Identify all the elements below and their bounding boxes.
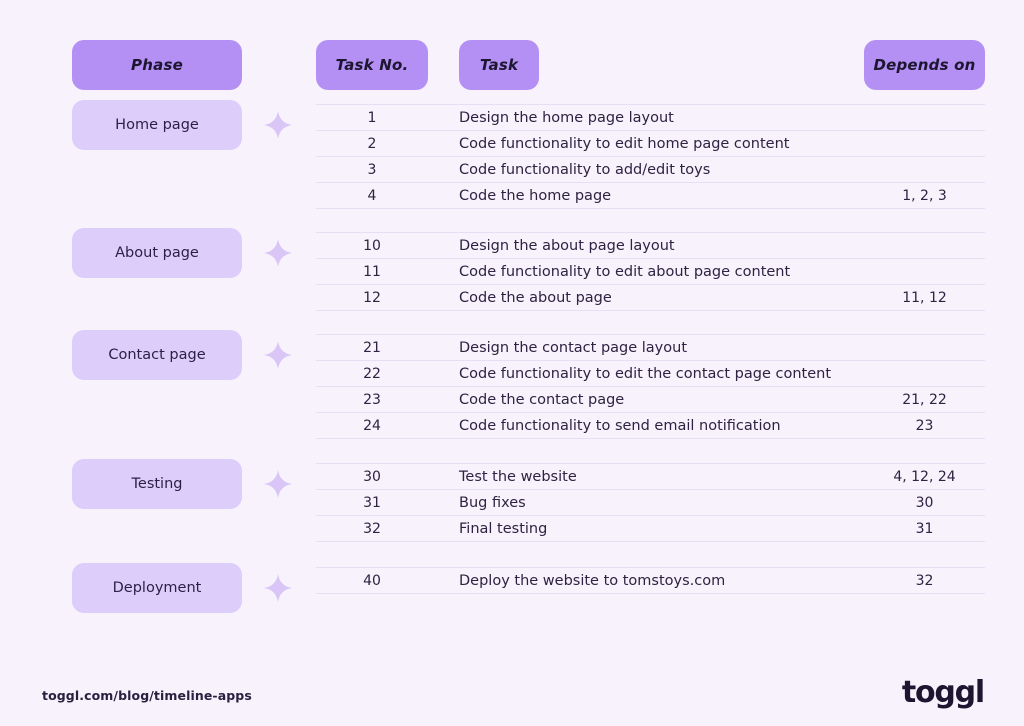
task-no-cell: 31 <box>363 494 381 511</box>
task-group <box>316 334 985 439</box>
task-no-cell: 22 <box>363 365 381 382</box>
task-no-cell: 3 <box>367 161 377 178</box>
table-row[interactable] <box>316 157 985 183</box>
task-description-cell: Code the contact page <box>459 391 625 408</box>
task-description-cell: Design the about page layout <box>459 237 675 254</box>
depends-on-cell: 11, 12 <box>902 289 947 306</box>
table-row[interactable] <box>316 387 985 413</box>
task-group <box>316 104 985 209</box>
task-description-cell: Code functionality to edit the contact page content <box>459 365 832 382</box>
task-description-cell: Code functionality to add/edit toys <box>459 161 711 178</box>
table-row[interactable] <box>316 104 985 131</box>
task-no-cell: 2 <box>367 135 377 152</box>
task-group <box>316 232 985 311</box>
table-header-row <box>0 40 1024 90</box>
phase-label: Home page <box>115 117 199 133</box>
phase-label: Deployment <box>112 580 202 596</box>
task-description-cell: Final testing <box>459 520 548 537</box>
header-task-no: Task No. <box>316 40 428 90</box>
sparkle-icon <box>262 109 294 141</box>
phase-pill[interactable] <box>72 563 242 613</box>
sparkle-icon <box>262 572 294 604</box>
sparkle-icon <box>262 237 294 269</box>
table-row[interactable] <box>316 361 985 387</box>
task-description-cell: Code the home page <box>459 187 612 204</box>
footer-url: toggl.com/blog/timeline-apps <box>42 688 252 703</box>
task-description-cell: Bug fixes <box>459 494 526 511</box>
task-no-cell: 4 <box>367 187 377 204</box>
depends-on-cell: 4, 12, 24 <box>893 468 956 485</box>
task-description-cell: Code functionality to send email notification <box>459 417 781 434</box>
phase-label: Testing <box>131 476 183 492</box>
phase-pill[interactable] <box>72 459 242 509</box>
task-no-cell: 10 <box>363 237 381 254</box>
task-description-cell: Code the about page <box>459 289 612 306</box>
table-row[interactable] <box>316 334 985 361</box>
table-row[interactable] <box>316 463 985 490</box>
task-description-cell: Code functionality to edit home page content <box>459 135 790 152</box>
depends-on-cell: 32 <box>915 572 934 589</box>
task-no-cell: 1 <box>367 109 377 126</box>
sparkle-icon <box>262 339 294 371</box>
task-no-cell: 23 <box>363 391 381 408</box>
phase-label: About page <box>115 245 199 261</box>
task-description-cell: Design the contact page layout <box>459 339 688 356</box>
phase-pill[interactable] <box>72 228 242 278</box>
task-group <box>316 463 985 542</box>
table-row[interactable] <box>316 232 985 259</box>
table-row[interactable] <box>316 285 985 311</box>
table-row[interactable] <box>316 183 985 209</box>
phase-pill[interactable] <box>72 330 242 380</box>
table-row[interactable] <box>316 259 985 285</box>
task-no-cell: 12 <box>363 289 381 306</box>
depends-on-cell: 23 <box>915 417 934 434</box>
sparkle-icon <box>262 468 294 500</box>
task-group <box>316 567 985 594</box>
task-no-cell: 40 <box>363 572 381 589</box>
table-row[interactable] <box>316 131 985 157</box>
task-no-cell: 11 <box>363 263 381 280</box>
phase-label: Contact page <box>108 347 206 363</box>
table-row[interactable] <box>316 567 985 594</box>
header-task: Task <box>459 40 539 90</box>
task-description-cell: Design the home page layout <box>459 109 674 126</box>
task-no-cell: 32 <box>363 520 381 537</box>
task-description-cell: Deploy the website to tomstoys.com <box>459 572 726 589</box>
task-no-cell: 21 <box>363 339 381 356</box>
depends-on-cell: 31 <box>915 520 934 537</box>
task-no-cell: 24 <box>363 417 381 434</box>
depends-on-cell: 1, 2, 3 <box>902 187 947 204</box>
task-description-cell: Code functionality to edit about page content <box>459 263 791 280</box>
task-no-cell: 30 <box>363 468 381 485</box>
header-depends-on: Depends on <box>864 40 985 90</box>
depends-on-cell: 30 <box>915 494 934 511</box>
task-description-cell: Test the website <box>459 468 577 485</box>
table-row[interactable] <box>316 413 985 439</box>
table-row[interactable] <box>316 490 985 516</box>
phase-pill[interactable] <box>72 100 242 150</box>
depends-on-cell: 21, 22 <box>902 391 947 408</box>
table-row[interactable] <box>316 516 985 542</box>
toggl-logo: toggl <box>901 675 984 710</box>
header-phase: Phase <box>72 40 242 90</box>
